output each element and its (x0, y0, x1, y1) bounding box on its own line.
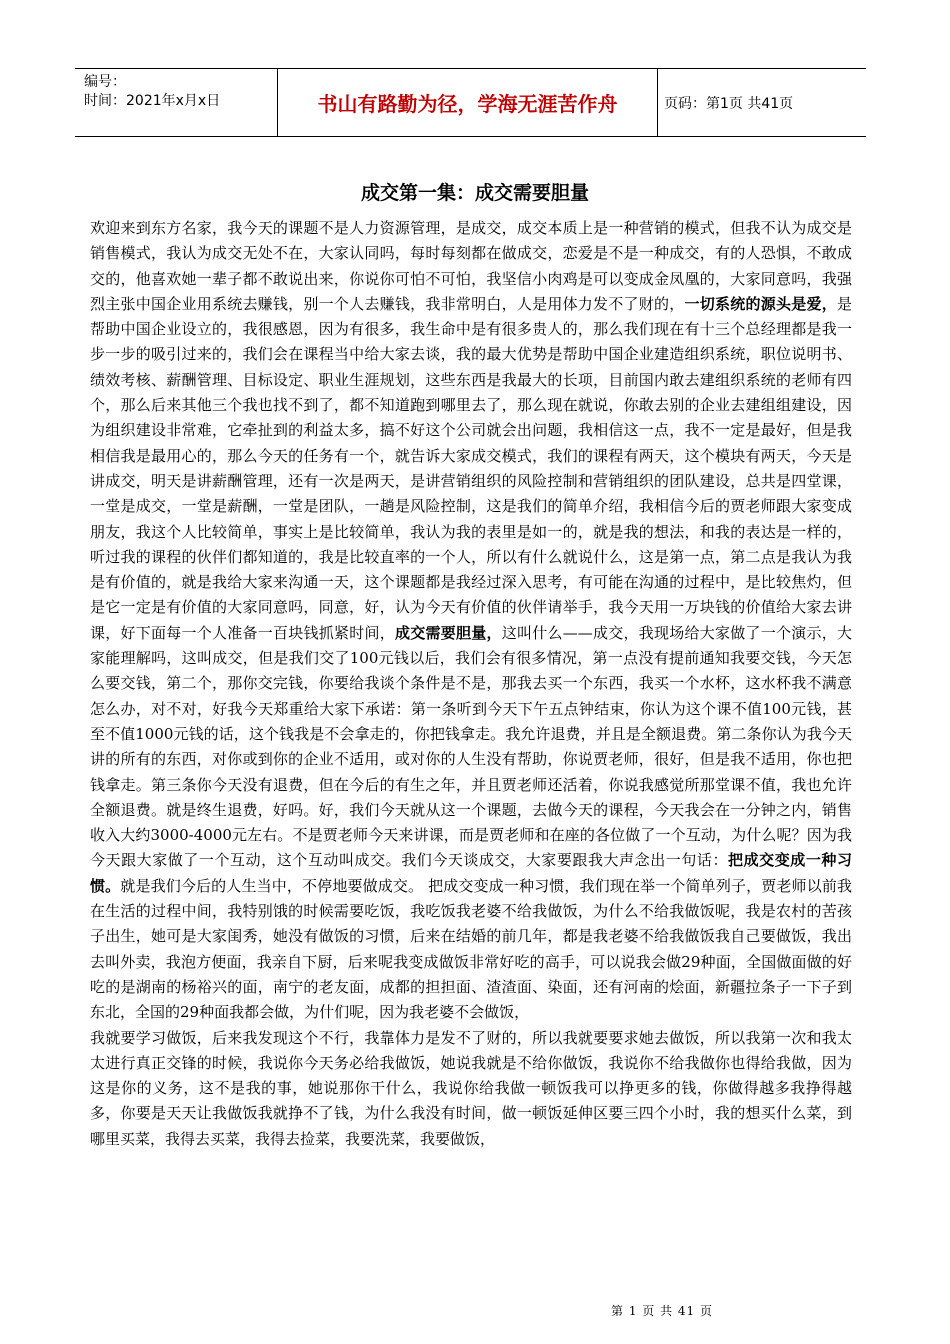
paragraph (90, 216, 852, 1026)
time-label: 时间：2021年x月x日 (84, 93, 221, 109)
text-run: 是帮助中国企业设立的，我很感恩，因为有很多，我生命中是有很多贵人的，那么我们现在有十三个总经理都是我一步一步的吸引过来的，我们会在课程当中给大家去谈，我的最大优势是帮助中国企业建造组织系统，职位说明书、绩效考核、薪酬管理、目标设定、职业生涯规划，这些东西是我最大的长项，目前国内敢去建组织系统的老师有四个，那么后来其他三个我也找不到了，都不知道跑到哪里去了，那么现在就说，你敢去别的企业去建组组建设，因为组织建设非常难，它牵扯到的利益太多，搞不好这个公司就会出问题，我相信这一点，我不一定是最好，但是我相信我是最用心的，那么今天的任务有一个，就告诉大家成交模式，我们的课程有两天，这个模块有两天，今天是讲成交，明天是讲薪酬管理，还有一次是两天，是讲营销组织的风险控制和营销组织的团队建设，总共是四堂课，一堂是成交，一堂是薪酬，一堂是团队，一趟是风险控制，这是我们的简单介绍，我相信今后的贾老师跟大家变成朋友，我这个人比较简单，事实上是比较简单，我认为我的表里是如一的，就是我的想法，和我的表达是一样的，听过我的课程的伙伴们都知道的，我是比较直率的一个人，所以有什么就说什么，这是第一点，第二点是我认为我是有价值的，就是我给大家来沟通一天，这个课题都是我经过深入思考，有可能在沟通的过程中，是比较焦灼，但是它一定是有价值的大家同意吗，同意，好，认为今天有价值的伙伴请举手，我今天用一万块钱的价值给大家去讲课，好下面每一个人准备一百块钱抓紧时间， (90, 294, 852, 642)
number-label: 编号： (84, 74, 126, 90)
page-footer: 第 1 页 共 41 页 (611, 1304, 713, 1318)
text-run: 欢迎来到东方名家，我今天的课题不是人力资源管理，是成交，成交本质上是一种营销的模式，但我不认为成交是销售模式，我认为成交无处不在，大家认同吗，每时每刻都在做成交，恋爱是不是一种成交，有的人恐惧，不敢成交的，他喜欢她一辈子都不敢说出来，你说你可怕不可怕，我坚信小肉鸡是可以变成金凤凰的，大家同意吗，我强烈主张中国企业用系统去赚钱，别一个人去赚钱，我非常明白，人是用体力发不了财的， (90, 219, 852, 313)
text-run: 我就要学习做饭，后来我发现这个不行，我靠体力是发不了财的，所以我就要要求她去做饭，所以我第一次和我太太进行真正交锋的时候，我说你今天务必给我做饭，她说我就是不给你做饭，我说你不给我做你也得给我做，因为这是你的义务，这不是我的事，她说那你干什么，我说你给我做一顿饭我可以挣更多的钱，你做得越多我挣得越多，你要是天天让我做饭我就挣不了钱，为什么我没有时间，做一顿饭延伸区要三四个小时，我的想买什么菜，到哪里买菜，我得去买菜，我得去捡菜，我要洗菜，我要做饭， (90, 1028, 852, 1148)
text-run: 这叫什么——成交，我现场给大家做了一个演示，大家能理解吗，这叫成交，但是我们交了100元钱以后，我们会有很多情况，第一点没有提前通知我要交钱，今天怎么要交钱，第二个，那你交完钱，你要给我谈个条件是不是，那我去买一个东西，我买一个水杯，这水杯我不满意怎么办，对不对，好我今天郑重给大家下承诺：第一条听到今天下午五点钟结束，你认为这个课不值100元钱，甚至不值1000元钱的话，这个钱我是不会拿走的，你把钱拿走。我允许退费，并且是全额退费。第二条你认为我今天讲的所有的东西，对你或到你的企业不适用，或对你的人生没有帮助，你说贾老师，很好，但是我不适用，你也把钱拿走。第三条你今天没有退费，但在今后的有生之年，并且贾老师还活着，你说我感觉所那堂课不值，我也允许全额退费。就是终生退费，好吗。好，我们今天就从这一个课题，去做今天的课程，今天我会在一分钟之内，销售收入大约3000-4000元左右。不是贾老师今天来讲课，而是贾老师和在座的各位做了一个互动，为什么呢？因为我今天跟大家做了一个互动，这个互动叫成交。我们今天谈成交，大家要跟我大声念出一句话： (90, 623, 852, 870)
header-info (75, 69, 278, 136)
header-motto: 书山有路勤为径，学海无涯苦作舟 (278, 69, 658, 136)
header-page-label: 页码：第1页 共41页 (664, 95, 794, 112)
page-header (75, 68, 866, 137)
document-title: 成交第一集：成交需要胆量 (360, 182, 589, 204)
text-run: 就是我们今后的人生当中，不停地要做成交。 把成交变成一种习惯，我们现在举一个简单列子，贾老师以前我在生活的过程中间，我特别饿的时候需要吃饭，我吃饭我老婆不给我做饭，为什么不给我做饭呢，我是农村的苦孩子出生，她可是大家闺秀，她没有做饭的习惯，后来在结婚的前几年，都是我老婆不给我做饭我自己要做饭，我出去叫外卖，我泡方便面，我亲自下厨，后来呢我变成做饭非常好吃的高手，可以说我会做29种面，全国做面做的好吃的是湖南的杨裕兴的面，南宁的老友面，成都的担担面、渣渣面、染面，还有河南的烩面，新疆拉条子一下子到东北，全国的29种面我都会做，为什们呢，因为我老婆不会做饭， (90, 876, 852, 1022)
paragraph (90, 1026, 852, 1152)
bold-phrase: 成交需要胆量， (394, 623, 502, 642)
bold-phrase: 一切系统的源头是爱， (684, 294, 837, 313)
document-body (90, 216, 852, 1152)
bold-phrase: 把成交变成一种习惯。 (90, 851, 852, 895)
